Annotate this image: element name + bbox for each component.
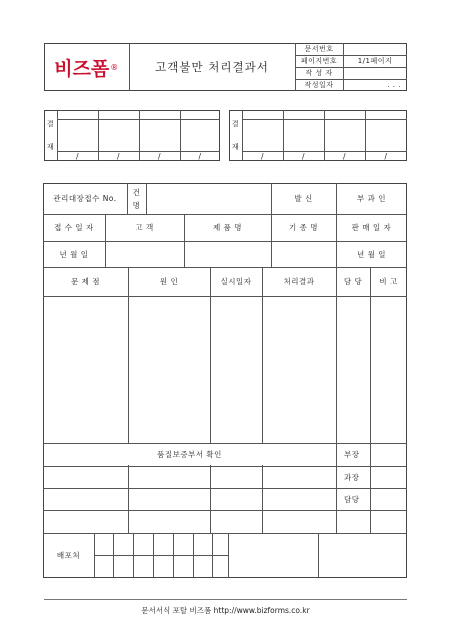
- sales-date-label: 판 매 일 자: [351, 223, 392, 232]
- role-staff-label: 담당: [344, 494, 360, 504]
- quality-row-line: [43, 533, 407, 534]
- subject-label-bottom: 명: [132, 200, 141, 210]
- sales-date-value[interactable]: 년 월 일: [356, 249, 386, 259]
- customer-label: 고 객: [135, 223, 154, 232]
- product-name-value[interactable]: [184, 241, 271, 267]
- quality-confirm-label: 품질보증부서 확인: [157, 450, 222, 459]
- approval-slash: /: [342, 151, 347, 161]
- quality-row-line: [43, 510, 407, 511]
- company-logo: [44, 43, 129, 91]
- header-result: 처리결과: [283, 277, 315, 286]
- header-person-in-charge: 담 당: [343, 277, 363, 286]
- main-table-col-line: [370, 466, 371, 533]
- customer-value[interactable]: [105, 241, 184, 267]
- header-cause: 원 인: [159, 277, 179, 286]
- dist-col-line: [318, 533, 319, 578]
- role-section-chief-label: 과장: [344, 472, 360, 482]
- quality-sign-col-line: [370, 443, 371, 466]
- approval-label-bottom: 재: [231, 143, 240, 151]
- approval-right-row: [242, 119, 407, 120]
- approval-slash: /: [157, 151, 162, 161]
- subject-value[interactable]: [146, 183, 271, 214]
- header-execution-date: 실시일자: [220, 277, 252, 286]
- approval-label-top: 결: [46, 120, 55, 128]
- product-name-label: 제 품 명: [212, 223, 242, 232]
- approval-slash: /: [75, 151, 80, 161]
- footer-rule: [44, 599, 407, 600]
- dept-label: 부 과 인: [356, 194, 386, 203]
- model-name-value[interactable]: [271, 241, 336, 267]
- meta-value-date[interactable]: . . .: [387, 81, 401, 89]
- meta-value-page-number[interactable]: 1/1페이지: [357, 57, 393, 65]
- sender-label: 발 신: [294, 194, 313, 203]
- header-problem: 문 제 점: [70, 277, 100, 286]
- meta-value-doc-number[interactable]: [343, 43, 407, 55]
- footer-text: 문서서식 포탈 비즈폼 http://www.bizforms.co.kr: [141, 605, 310, 615]
- meta-label-doc-number: 문서번호: [304, 45, 334, 53]
- meta-label-page-number: 페이지번호: [300, 57, 338, 65]
- received-date-label: 접 수 일 자: [54, 223, 94, 232]
- approval-slash: /: [116, 151, 121, 161]
- approval-label-top: 결: [231, 120, 240, 128]
- main-table-body[interactable]: [43, 296, 407, 443]
- distribution-label: 배포처: [56, 551, 81, 560]
- registered-mark: ®: [110, 62, 119, 72]
- meta-value-author[interactable]: [343, 67, 407, 79]
- model-name-label: 기 종 명: [288, 223, 318, 232]
- subject-label-top: 건: [132, 187, 141, 197]
- approval-slash: /: [384, 151, 388, 161]
- header-remarks: 비 고: [379, 277, 398, 286]
- approval-slash: /: [260, 151, 265, 161]
- dist-col-line: [228, 533, 229, 578]
- approval-label-bottom: 재: [46, 143, 55, 151]
- mgmt-number-label: 관리대장접수 No.: [53, 194, 117, 203]
- meta-label-date: 작성일자: [304, 81, 334, 89]
- document-title: 고객불만 처리결과서: [155, 60, 269, 74]
- dist-row-line: [94, 555, 228, 556]
- approval-slash: /: [198, 151, 202, 161]
- approval-slash: /: [301, 151, 306, 161]
- received-date-value[interactable]: 년 월 일: [59, 249, 89, 259]
- logo-text: 비즈폼: [54, 57, 110, 80]
- approval-left-row: [57, 119, 220, 120]
- meta-label-author: 작 성 자: [305, 69, 333, 77]
- role-manager-label: 부장: [344, 450, 360, 459]
